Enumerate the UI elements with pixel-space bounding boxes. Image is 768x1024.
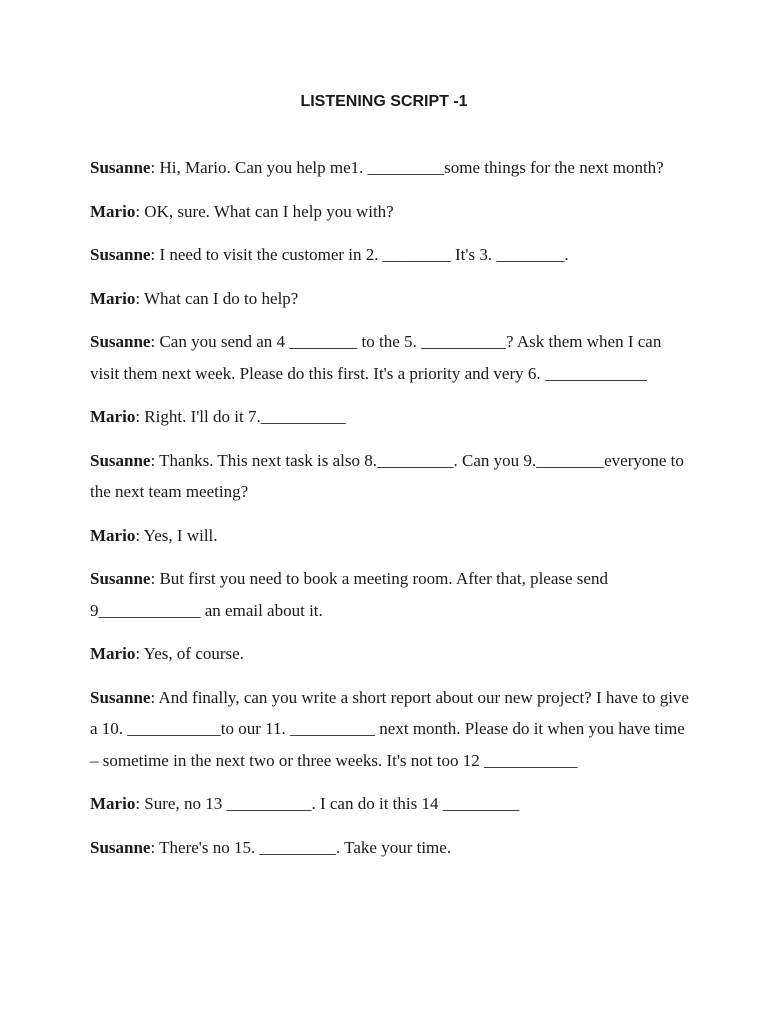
dialogue-line [90,152,690,184]
dialogue-text: : Yes, of course. [135,644,244,663]
dialogue-text: : Right. I'll do it 7.__________ [135,407,346,426]
speaker-name: Mario [90,644,136,663]
dialogue-script [90,152,690,875]
dialogue-text: : I need to visit the customer in 2. ________ It's 3. ________. [150,245,569,264]
speaker-name: Susanne [90,245,151,264]
dialogue-text: : Yes, I will. [135,525,218,545]
dialogue-line [90,401,690,433]
speaker-name: Susanne [90,158,151,177]
dialogue-line [90,326,690,389]
dialogue-text: : But first you need to book a meeting room. After that, please send 9____________ an email about it. [90,569,608,620]
speaker-name: Susanne [90,450,151,470]
dialogue-text: : Hi, Mario. Can you help me1. _________some things for the next month? [150,158,664,177]
dialogue-line [90,682,690,777]
speaker-name: Mario [90,201,136,221]
dialogue-line [90,239,690,271]
speaker-name: Mario [90,407,136,426]
speaker-name: Susanne [90,569,151,588]
dialogue-line [90,196,690,228]
dialogue-line [90,563,690,626]
dialogue-line [90,788,690,820]
dialogue-text: : Sure, no 13 __________. I can do it this 14 _________ [135,794,520,813]
dialogue-line [90,445,690,508]
page-title: LISTENING SCRIPT -1 [300,93,468,110]
dialogue-text: : What can I do to help? [135,288,299,308]
dialogue-text: : And finally, can you write a short report about our new project? I have to give a 10. ___________to our 11. __________ next month. Please do it when you have time – sometime in the next two or three weeks. It's not too 12 ___________ [90,687,689,770]
dialogue-line [90,283,690,315]
dialogue-text: : There's no 15. _________. Take your time. [150,837,452,857]
speaker-name: Susanne [90,332,151,351]
dialogue-line [90,832,690,864]
speaker-name: Mario [90,288,136,308]
dialogue-text: : Can you send an 4 ________ to the 5. __________? Ask them when I can visit them next week. Please do this first. It's a priority and very 6. ____________ [90,332,662,383]
dialogue-line [90,520,690,552]
dialogue-line [90,638,690,670]
speaker-name: Susanne [90,837,151,857]
dialogue-text: : Thanks. This next task is also 8._________. Can you 9.________everyone to the next team meeting? [90,450,684,501]
speaker-name: Susanne [90,687,151,707]
speaker-name: Mario [90,794,136,813]
speaker-name: Mario [90,525,136,545]
dialogue-text: : OK, sure. What can I help you with? [135,201,394,221]
